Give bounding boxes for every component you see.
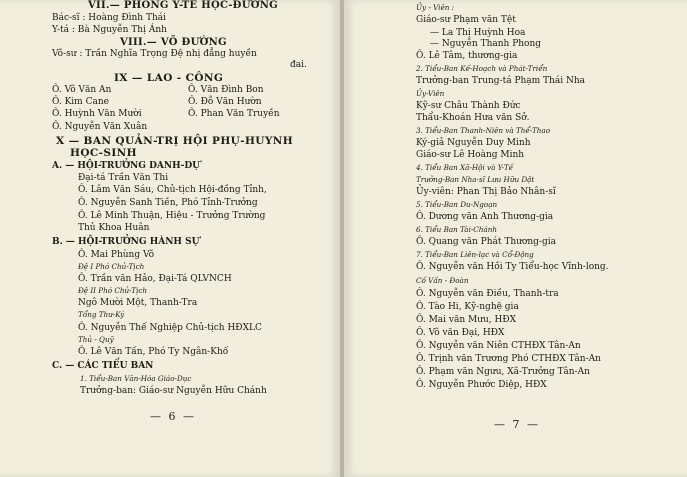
text-line: Thủ - Quỹ — [78, 335, 114, 344]
text-line: Tổng Thư-Ký — [78, 310, 125, 319]
text-line: 6. Tiểu Ban Tài-Chánh — [416, 225, 497, 234]
text-line: Ô. Võ Văn An — [52, 85, 112, 95]
text-line: Võ-sư : Trần Nghĩa Trọng Đệ nhị đẳng huyền — [52, 49, 257, 59]
right-page-number: — 7 — — [494, 418, 540, 431]
text-line: Trưởng-Ban Nha-sĩ Lưu Hữu Dật — [416, 175, 535, 184]
text-line: Cố Vấn - Đoàn — [416, 276, 469, 285]
text-line: Ô. Phan Văn Truyền — [188, 109, 280, 119]
text-line: Ô. Nguyễn Thế Nghiệp Chủ-tịch HĐXLC — [78, 323, 262, 333]
text-line: Ô. Quang văn Phát Thương-gia — [416, 237, 556, 247]
text-line: Kỹ-sư Châu Thành Đức — [416, 101, 521, 111]
text-line: Ô. Nguyễn Văn Xuân — [52, 122, 148, 132]
text-line: Đại-tá Trần Văn Thi — [78, 173, 169, 183]
text-line: Ô. Lê Minh Thuận, Hiệu - Trưởng Trường — [78, 211, 266, 221]
text-line: Ô. Đỗ Văn Hườn — [188, 97, 262, 107]
text-line: Ô. Nguyễn văn Niên CTHĐX Tân-An — [416, 341, 581, 351]
text-line: Ngô Mười Một, Thanh-Tra — [78, 298, 198, 308]
text-line: Ô. Dương văn Anh Thương-gia — [416, 212, 554, 222]
text-line: VIII.— VÕ ĐƯỜNG — [120, 37, 227, 48]
right-page — [344, 0, 687, 477]
text-line: Thủ Khoa Huân — [78, 223, 150, 233]
text-line: Ký-giả Nguyễn Duy Minh — [416, 138, 531, 148]
text-line: Ô. Nguyễn Sanh Tiền, Phó Tỉnh-Trưởng — [78, 198, 258, 208]
text-line: Ô. Trịnh văn Trương Phó CTHĐX Tân-An — [416, 354, 601, 364]
text-line: Ô. Võ văn Đại, HĐX — [416, 328, 505, 338]
text-line: Ô. Lâm Văn Sáu, Chủ-tịch Hội-đồng Tỉnh, — [78, 185, 267, 195]
text-line: Ô. Lê Văn Tấn, Phó Ty Ngân-Khố — [78, 347, 229, 357]
text-line: Ô. Phạm văn Ngưu, Xã-Trưởng Tân-An — [416, 367, 590, 377]
text-line: Ô. Trần văn Hảo, Đại-Tá QLVNCH — [78, 274, 232, 284]
text-line: A. — HỘI-TRƯỞNG DANH-DỰ — [52, 161, 200, 171]
text-line: Ô. Lê Tâm, thương-gia — [416, 51, 518, 61]
text-line: C. — CÁC TIỂU BAN — [52, 361, 154, 371]
text-line: B. — HỘI-TRƯỞNG HÀNH SỰ — [52, 237, 200, 247]
text-line: Ủy - Viên : — [416, 3, 455, 12]
text-line: IX — LAO - CÔNG — [114, 72, 224, 84]
left-page-number: — 6 — — [150, 410, 196, 423]
text-line: Giáo-sư Phạm văn Tệt — [416, 15, 516, 25]
text-line: VII.— PHÒNG Y-TẾ HỌC-ĐƯỜNG — [88, 0, 279, 11]
text-line: Đệ II Phó Chủ-Tịch — [78, 286, 148, 295]
text-line: Trưởng-ban Trung-tá Phạm Thái Nha — [416, 76, 586, 86]
text-line: — Nguyễn Thanh Phong — [430, 39, 542, 49]
text-line: Ô. Tào Hi, Kỹ-nghệ gia — [416, 302, 519, 312]
text-line: 5. Tiểu-Ban Du-Ngoạn — [416, 200, 498, 209]
text-line: Y-tá : Bà Nguyễn Thị Ánh — [52, 25, 167, 35]
text-line: Ô. Văn Đình Bon — [188, 85, 264, 95]
text-line: — La Thị Huỳnh Hoa — [430, 28, 526, 38]
text-line: đai. — [290, 60, 307, 70]
text-line: HỌC-SINH — [70, 147, 137, 159]
text-line: 3. Tiểu-Ban Thanh-Niên và Thể-Thao — [416, 126, 551, 135]
text-line: Ô. Mai văn Mưu, HĐX — [416, 315, 517, 325]
text-line: Ủy-viên: Phan Thị Bảo Nhân-sĩ — [416, 187, 556, 197]
text-line: Giáo-sư Lê Hoàng Minh — [416, 150, 525, 160]
text-line: Bác-sĩ : Hoàng Đình Thái — [52, 13, 167, 23]
left-page — [0, 0, 340, 477]
text-line: Ô. Huỳnh Văn Mười — [52, 109, 142, 119]
text-line: X — BAN QUẢN-TRỊ HỘI PHỤ-HUYNH — [56, 135, 294, 147]
text-line: Đệ I Phó Chủ-Tịch — [78, 262, 145, 271]
text-line: Ô. Kim Cane — [52, 97, 109, 107]
text-line: 7. Tiểu-Ban Liên-lạc và Cổ-Động — [416, 250, 534, 259]
text-line: Trưởng-ban: Giáo-sư Nguyễn Hữu Chánh — [80, 386, 267, 396]
text-line: 2. Tiểu-Ban Kế-Hoạch và Phát-Triển — [416, 64, 548, 73]
text-line: Ô. Nguyễn văn Hồi Ty Tiểu-học Vĩnh-long. — [416, 262, 609, 272]
text-line: 1. Tiểu-Ban Văn-Hóa Giáo-Dục — [80, 374, 192, 383]
text-line: 4. Tiểu Ban Xã-Hội và Y-Tế — [416, 163, 514, 172]
text-line: Thẩu-Khoán Hưa văn Sở. — [416, 113, 530, 123]
text-line: Ô. Nguyễn Phước Diệp, HĐX — [416, 380, 547, 390]
text-line: Ô. Nguyễn văn Điều, Thanh-tra — [416, 289, 559, 299]
text-line: Ủy-Viên — [416, 89, 445, 98]
text-line: Ô. Mai Phùng Võ — [78, 250, 155, 260]
